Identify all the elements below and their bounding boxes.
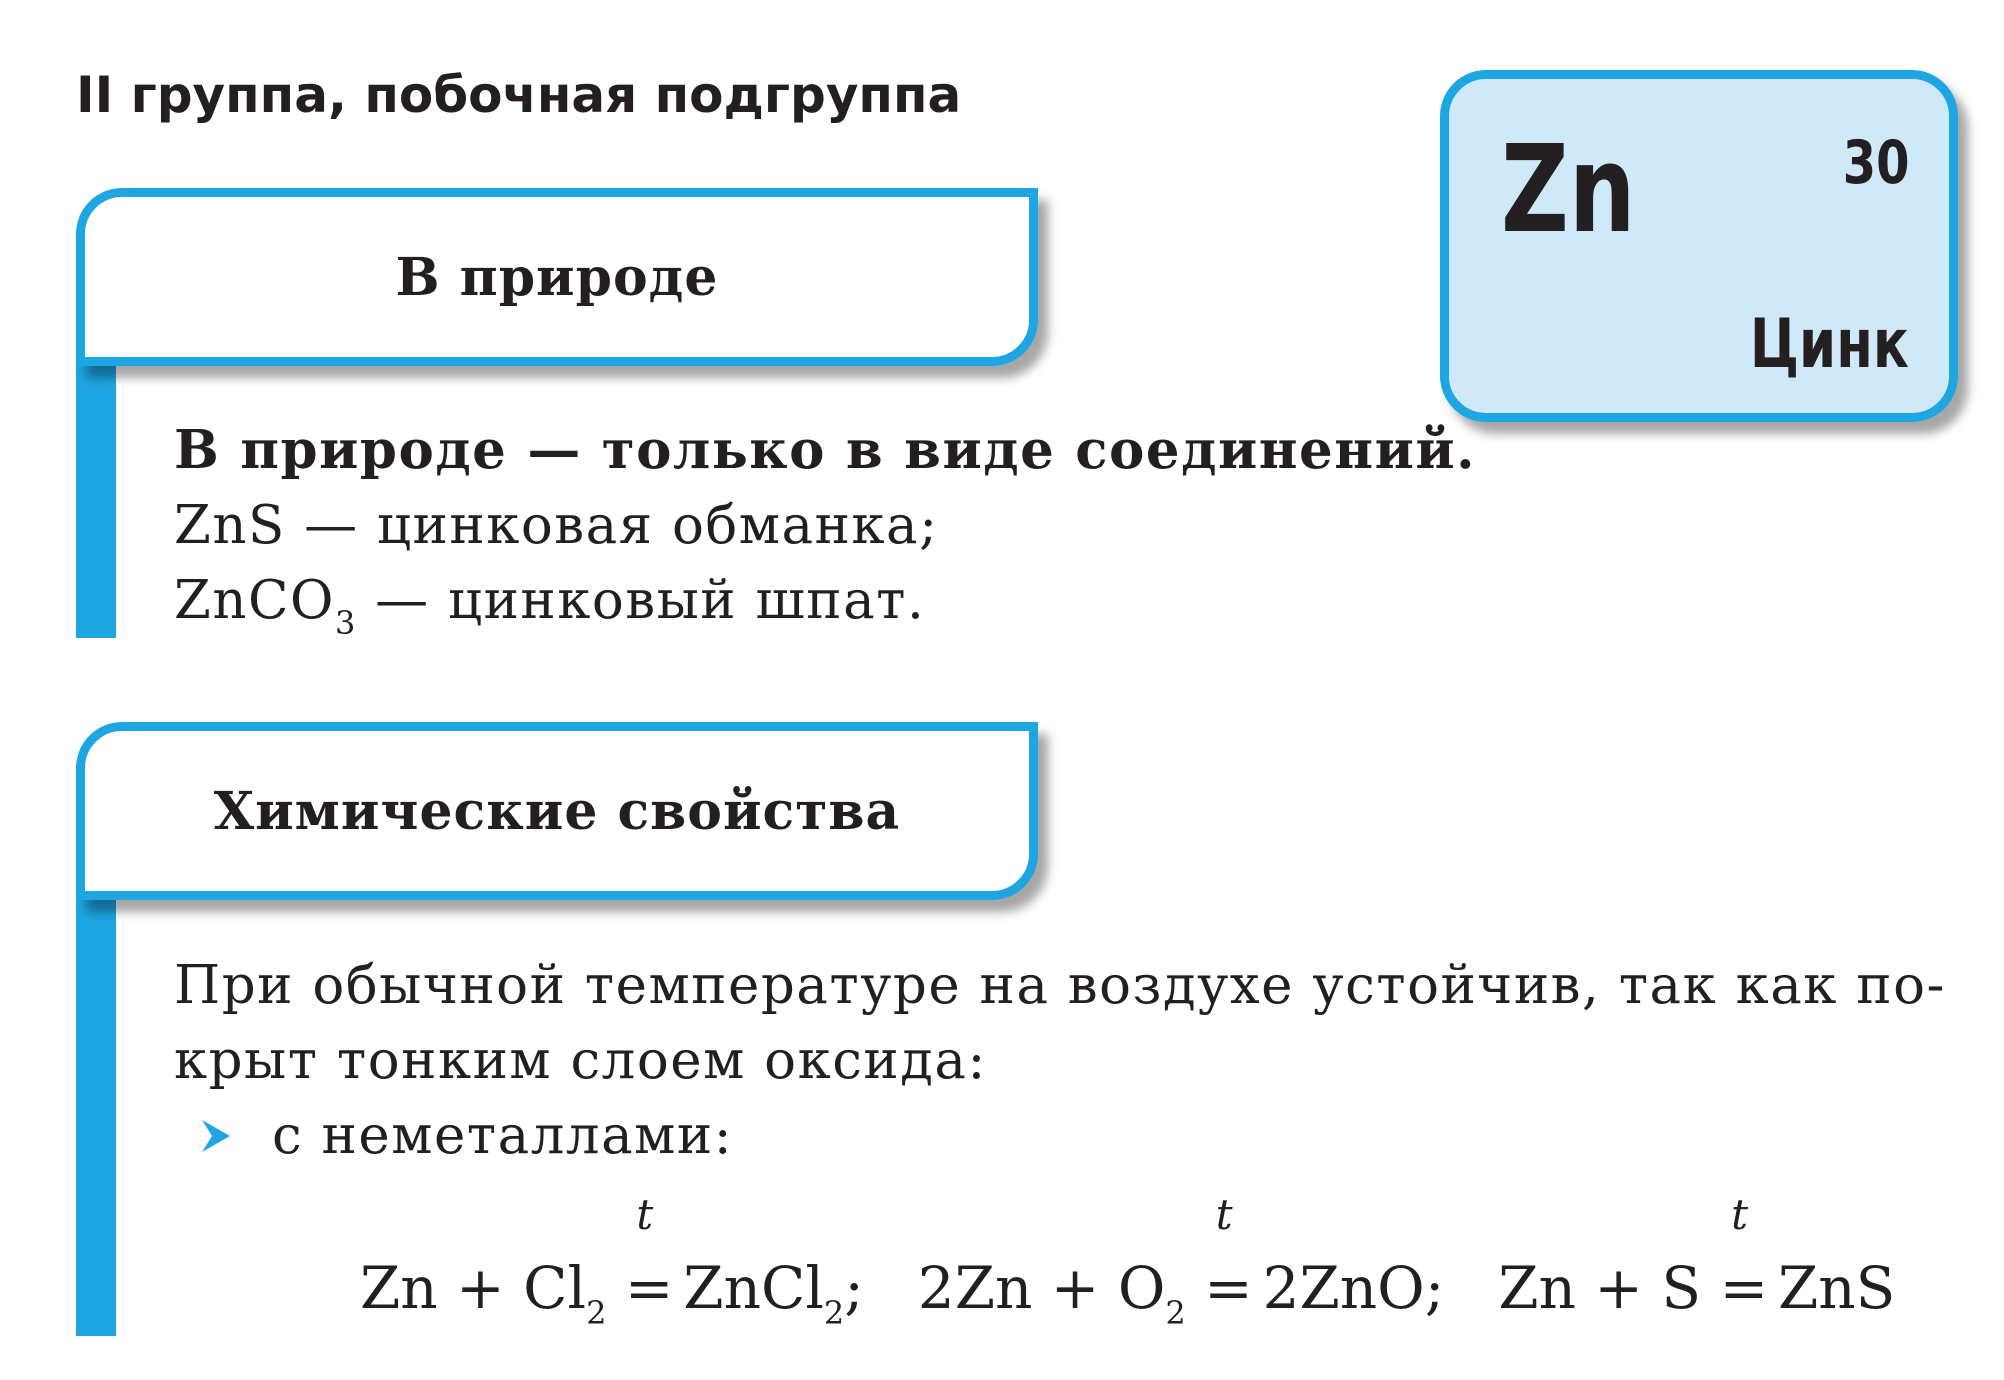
group-title: II группа, побочная подгруппа <box>76 66 962 124</box>
nature-line-2: ZnS — цинковая обманка; <box>174 495 939 556</box>
nature-line-1: В природе — только в виде соединений. <box>174 419 1477 481</box>
eq2-condition: t <box>1215 1190 1233 1239</box>
znco3-description: — цинковый шпат. <box>356 570 926 631</box>
element-symbol: Zn <box>1501 121 1636 260</box>
chemical-line-2: крыт тонким слоем оксида: <box>174 1030 987 1091</box>
eq1-reactants: Zn + Cl <box>360 1254 587 1322</box>
eq1-equals-sign: = <box>624 1254 674 1322</box>
eq2-separator: ; <box>1424 1254 1445 1322</box>
eq2-reactants-subscript: 2 <box>1165 1294 1186 1332</box>
chemical-section-title: Химические свойства <box>213 780 901 842</box>
equation-1 <box>360 1190 864 1332</box>
eq3-heat-equals <box>1719 1190 1769 1328</box>
eq1-product: ZnCl <box>683 1254 824 1322</box>
eq2-equals-sign: = <box>1204 1254 1253 1322</box>
nature-section-header <box>76 188 1038 366</box>
eq3-condition: t <box>1731 1190 1748 1239</box>
equation-3 <box>1498 1190 1896 1322</box>
eq1-product-subscript: 2 <box>823 1294 845 1332</box>
bullet-text: с неметаллами: <box>272 1105 734 1166</box>
equations-line <box>360 1190 1896 1332</box>
eq2-product: 2ZnO <box>1262 1254 1425 1322</box>
equation-2 <box>917 1190 1445 1332</box>
eq2-reactants: 2Zn + O <box>917 1254 1166 1322</box>
nature-text <box>174 413 1477 642</box>
element-card <box>1440 70 1958 422</box>
znco3-subscript: 3 <box>334 604 357 642</box>
eq1-condition: t <box>636 1190 654 1239</box>
nature-section-title: В природе <box>395 246 719 308</box>
nature-line-3 <box>174 563 1476 642</box>
chemical-section-header <box>76 722 1038 900</box>
eq1-heat-equals <box>624 1190 674 1328</box>
chemical-line-1: При обычной температуре на воздухе устойчив, так как по- <box>174 955 1946 1016</box>
eq3-reactants: Zn + S <box>1498 1254 1702 1322</box>
chemical-section-bar <box>76 836 116 1336</box>
bullet-item <box>196 1098 733 1173</box>
element-atomic-number: 30 <box>1842 128 1909 198</box>
znco3-formula: ZnCO <box>174 570 335 631</box>
eq3-equals-sign: = <box>1719 1254 1769 1322</box>
chemical-text <box>174 948 1946 1098</box>
chevron-right-icon <box>196 1116 236 1156</box>
eq1-separator: ; <box>844 1254 864 1322</box>
element-name: Цинк <box>1749 305 1909 384</box>
eq1-reactants-subscript: 2 <box>586 1294 607 1332</box>
eq2-heat-equals <box>1204 1190 1253 1328</box>
eq3-product: ZnS <box>1778 1254 1896 1322</box>
